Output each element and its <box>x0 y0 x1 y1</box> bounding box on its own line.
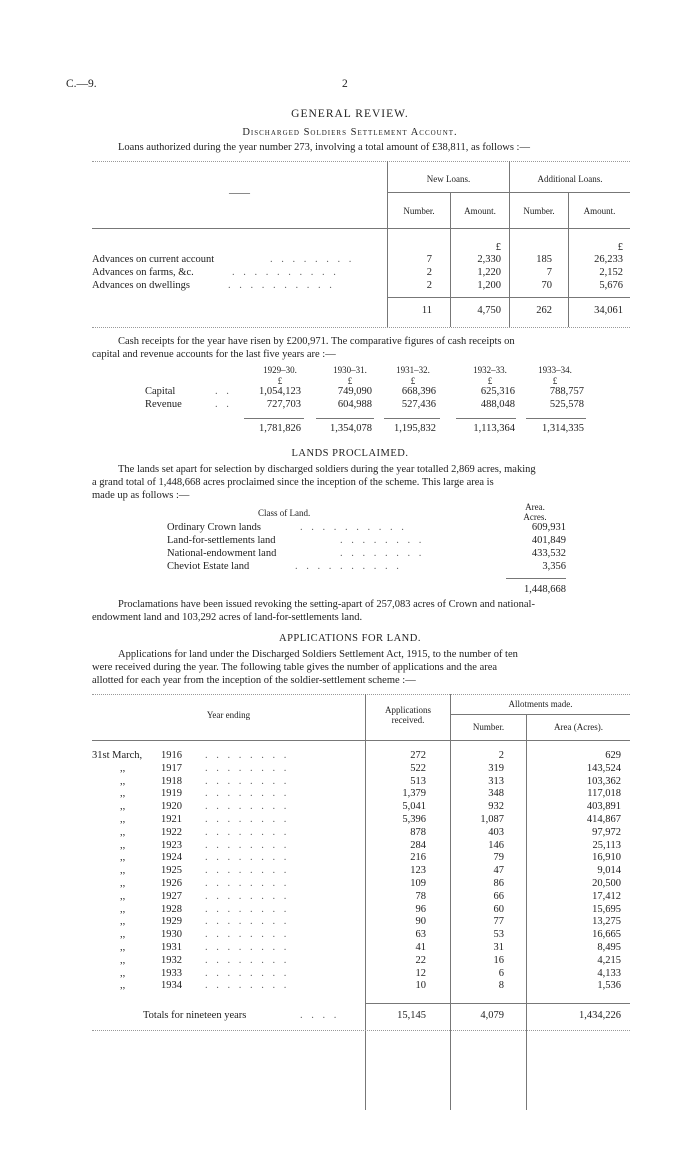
row-label: Advances on farms, &c. <box>92 267 194 278</box>
page-number: 2 <box>342 78 348 90</box>
header-area: Area (Acres). <box>554 722 603 732</box>
cell-applications: 5,041 <box>402 801 426 813</box>
ditto-mark: ,, <box>120 826 126 838</box>
ditto-mark: ,, <box>120 929 126 941</box>
currency-mark: £ <box>495 242 501 253</box>
cell-area: 117,018 <box>587 788 621 800</box>
cell-applications: 513 <box>410 775 426 787</box>
ditto-mark: ,, <box>120 839 126 851</box>
leader-dots: . . . . . . . . . . <box>228 280 335 291</box>
row-year: 1931 <box>161 942 182 953</box>
cell-number: 2 <box>498 750 504 761</box>
cell-value: 788,757 <box>549 386 584 397</box>
row-year: 1921 <box>161 814 182 825</box>
cell-applications: 90 <box>415 916 426 928</box>
applications-intro-cont: allotted for each year from the inception of the soldier-settlement scheme :— <box>92 675 416 686</box>
cell-area: 4,133 <box>597 967 621 979</box>
ditto-mark: ,, <box>120 903 126 915</box>
table-row: ,, 1929 90 77 13,275 . . . . . . . . <box>120 916 621 928</box>
row-label: Advances on dwellings <box>92 280 190 291</box>
header-number: Number. <box>472 722 505 732</box>
currency-mark: £ <box>347 376 353 386</box>
currency-mark: £ <box>410 376 416 386</box>
lands-intro-cont: a grand total of 1,448,668 acres proclaimed since the inception of the scheme. This large area is <box>92 477 494 488</box>
cell-area: 629 <box>605 750 621 761</box>
table-row: Ordinary Crown lands . . . . . . . . . . 609,931 <box>167 522 566 533</box>
cell-value: 525,578 <box>549 399 584 410</box>
row-year: 1930 <box>161 929 182 941</box>
cell-add-amount: 26,233 <box>594 254 623 265</box>
document-code: C.—9. <box>66 78 97 90</box>
applications-intro-cont: were received during the year. The following table gives the number of applications and the area <box>92 662 498 673</box>
table-row: Cheviot Estate land . . . . . . . . . . 3,356 <box>167 561 566 572</box>
stub-dash: —— <box>229 188 250 199</box>
cell-number: 1,087 <box>480 814 504 825</box>
cell-number: 6 <box>498 967 504 979</box>
cell-new-amount: 1,200 <box>477 280 501 291</box>
header-new-loans: New Loans. <box>426 174 471 184</box>
row-label: Advances on current account <box>92 254 215 265</box>
row-value: 3,356 <box>542 561 566 572</box>
total-area: 1,434,226 <box>579 1010 621 1021</box>
proclamations-text: Proclamations have been issued revoking the setting-apart of 257,083 acres of Crown and national- <box>118 599 535 610</box>
cell-area: 16,910 <box>592 852 621 864</box>
totals-row: Totals for nineteen years . . . . 15,145 4,079 1,434,226 <box>143 1010 621 1021</box>
row-label: Ordinary Crown lands <box>167 522 261 533</box>
header-number: Number. <box>523 206 555 216</box>
cell-area: 16,665 <box>592 929 621 941</box>
cell-applications: 272 <box>410 750 426 761</box>
cell-add-amount: 2,152 <box>599 267 623 278</box>
section-heading: APPLICATIONS FOR LAND. <box>279 633 421 644</box>
cell-area: 20,500 <box>592 878 621 889</box>
total-applications: 15,145 <box>397 1010 426 1021</box>
section-heading: LANDS PROCLAIMED. <box>291 448 409 459</box>
cash-intro: Cash receipts for the year have risen by £200,971. The comparative figures of cash receipts on <box>118 336 515 347</box>
loans-intro: Loans authorized during the year number 273, involving a total amount of £38,811, as follows :— <box>118 142 530 153</box>
row-year: 1934 <box>161 980 182 992</box>
totals-row <box>0 584 700 596</box>
cell-area: 97,972 <box>592 826 621 838</box>
row-year: 1926 <box>161 878 182 889</box>
proclamations-text-cont: endowment land and 103,292 acres of land-for-settlements land. <box>92 612 363 623</box>
cell-applications: 41 <box>415 942 426 953</box>
cell-area: 414,867 <box>586 814 621 825</box>
cell-number: 8 <box>498 980 504 992</box>
table-row: ,, 1921 5,396 1,087 414,867 . . . . . . . . <box>120 814 621 825</box>
row-year: 1924 <box>161 852 182 864</box>
cell-number: 932 <box>488 801 504 813</box>
total-value: 1,314,335 <box>542 423 584 434</box>
table-row: Land-for-settlements land . . . . . . . . 401,849 <box>167 535 566 546</box>
cell-applications: 123 <box>410 865 426 877</box>
cell-number: 146 <box>488 839 504 851</box>
table-row: ,, 1927 78 66 17,412 . . . . . . . . <box>120 890 621 902</box>
cell-number: 16 <box>493 954 504 966</box>
cash-intro-cont: capital and revenue accounts for the last five years are :— <box>92 349 336 360</box>
cell-new-number: 7 <box>426 254 432 265</box>
table-row: ,, 1931 41 31 8,495 . . . . . . . . <box>120 942 621 953</box>
year-header: 1933–34. <box>538 365 572 375</box>
cell-applications: 96 <box>415 903 426 915</box>
total-value: 1,448,668 <box>524 584 566 595</box>
header-class: Class of Land. <box>258 508 311 518</box>
header-number: Number. <box>403 206 435 216</box>
row-prefix: 31st March, <box>92 750 143 761</box>
row-year: 1923 <box>161 839 182 851</box>
ditto-mark: ,, <box>120 954 126 966</box>
table-row: ,, 1932 22 16 4,215 . . . . . . . . <box>120 954 621 966</box>
table-row <box>0 267 700 279</box>
cell-applications: 216 <box>410 852 426 864</box>
table-row: ,, 1924 216 79 16,910 . . . . . . . . <box>120 852 621 864</box>
table-row: ,, 1926 109 86 20,500 . . . . . . . . <box>120 878 621 889</box>
lands-intro-cont: made up as follows :— <box>92 490 190 501</box>
ditto-mark: ,, <box>120 762 126 774</box>
ditto-mark: ,, <box>120 878 126 889</box>
header-amount: Amount. <box>583 206 616 216</box>
cell-applications: 522 <box>410 762 426 774</box>
ditto-mark: ,, <box>120 865 126 877</box>
cell-applications: 10 <box>415 980 426 992</box>
table-row <box>0 280 700 292</box>
row-year: 1929 <box>161 916 182 928</box>
ditto-mark: ,, <box>120 801 126 813</box>
total-number: 4,079 <box>480 1010 504 1021</box>
table-row: National-endowment land . . . . . . . . 433,532 <box>167 548 566 559</box>
cell-number: 319 <box>488 762 504 774</box>
total-new-amount: 4,750 <box>477 305 501 316</box>
row-value: 609,931 <box>531 522 566 533</box>
cell-value: 488,048 <box>480 399 515 410</box>
ditto-mark: ,, <box>120 775 126 787</box>
totals-row <box>0 423 700 435</box>
cell-value: 1,054,123 <box>259 386 301 397</box>
year-header: 1929–30. <box>263 365 297 375</box>
table-row: ,, 1919 1,379 348 117,018 . . . . . . . . <box>120 788 621 800</box>
cell-number: 47 <box>493 865 504 877</box>
year-header: 1932–33. <box>473 365 507 375</box>
cell-number: 31 <box>493 942 504 953</box>
table-row: ,, 1928 96 60 15,695 . . . . . . . . <box>120 903 621 915</box>
table-row: ,, 1920 5,041 932 403,891 . . . . . . . . <box>120 801 621 813</box>
row-year: 1933 <box>161 967 182 979</box>
cell-value: 668,396 <box>401 386 436 397</box>
cell-area: 15,695 <box>592 903 621 915</box>
row-value: 433,532 <box>531 548 566 559</box>
total-add-amount: 34,061 <box>594 305 623 316</box>
cell-number: 66 <box>493 890 504 902</box>
table-row: 31st March, 1916 272 2 629 . . . . . . . . <box>92 750 621 761</box>
total-value: 1,354,078 <box>330 423 372 434</box>
cell-add-number: 70 <box>541 280 552 291</box>
leader-dots: . . . . . . . . <box>270 254 355 265</box>
cell-applications: 63 <box>415 929 426 941</box>
row-value: 401,849 <box>531 535 566 546</box>
cell-new-number: 2 <box>426 280 432 291</box>
row-label: Land-for-settlements land <box>167 535 276 546</box>
cell-area: 103,362 <box>586 775 621 787</box>
total-add-number: 262 <box>536 305 552 316</box>
cell-area: 1,536 <box>597 980 621 992</box>
header-allotments: Allotments made. <box>508 699 573 709</box>
row-year: 1919 <box>161 788 182 800</box>
cell-applications: 78 <box>415 890 426 902</box>
row-label: Cheviot Estate land <box>167 561 250 572</box>
cell-value: 527,436 <box>401 399 436 410</box>
cell-applications: 22 <box>415 954 426 966</box>
totals-label: Totals for nineteen years <box>143 1010 247 1021</box>
cell-applications: 109 <box>410 878 426 889</box>
row-year: 1917 <box>161 762 182 774</box>
cell-applications: 5,396 <box>402 814 426 825</box>
lands-intro: The lands set apart for selection by discharged soldiers during the year totalled 2,869 acres, making <box>118 464 536 475</box>
ditto-mark: ,, <box>120 814 126 825</box>
row-label: National-endowment land <box>167 548 277 559</box>
cell-number: 77 <box>493 916 504 928</box>
cell-applications: 1,379 <box>402 788 426 800</box>
total-new-number: 11 <box>421 305 432 316</box>
page-title: GENERAL REVIEW. <box>291 108 409 120</box>
row-year: 1932 <box>161 954 182 966</box>
header-year-ending: Year ending <box>206 710 251 720</box>
row-year: 1918 <box>161 775 182 787</box>
table-row: ,, 1930 63 53 16,665 . . . . . . . . <box>120 929 621 941</box>
row-year: 1925 <box>161 865 182 877</box>
cell-number: 53 <box>493 929 504 941</box>
cell-applications: 12 <box>415 967 426 979</box>
header-applications: Applications <box>385 705 431 715</box>
row-label: Capital <box>145 386 176 397</box>
row-year: 1928 <box>161 903 182 915</box>
currency-mark: £ <box>617 242 623 253</box>
total-value: 1,113,364 <box>473 423 515 434</box>
cell-number: 79 <box>493 852 504 864</box>
header-applications-received: received. <box>391 715 425 725</box>
table-row: ,, 1925 123 47 9,014 . . . . . . . . <box>120 865 621 877</box>
currency-mark: £ <box>277 376 283 386</box>
ditto-mark: ,, <box>120 967 126 979</box>
cell-number: 313 <box>488 775 504 787</box>
cell-area: 4,215 <box>597 954 621 966</box>
row-label: Revenue <box>145 399 182 410</box>
cell-value: 604,988 <box>337 399 372 410</box>
currency-mark: £ <box>552 376 558 386</box>
header-additional-loans: Additional Loans. <box>537 174 603 184</box>
cell-area: 403,891 <box>586 801 621 813</box>
cell-value: 727,703 <box>266 399 301 410</box>
ditto-mark: ,, <box>120 916 126 928</box>
cell-value: 625,316 <box>480 386 515 397</box>
cell-add-number: 7 <box>546 267 552 278</box>
ditto-mark: ,, <box>120 942 126 953</box>
cell-number: 60 <box>493 903 504 915</box>
cell-value: 749,090 <box>337 386 372 397</box>
row-year: 1920 <box>161 801 182 813</box>
cell-area: 9,014 <box>597 865 621 877</box>
total-value: 1,781,826 <box>259 423 301 434</box>
section-subtitle: Discharged Soldiers Settlement Account. <box>242 127 458 138</box>
table-row: ,, 1933 12 6 4,133 . . . . . . . . <box>120 967 621 979</box>
total-value: 1,195,832 <box>394 423 436 434</box>
cell-applications: 878 <box>410 826 426 838</box>
header-amount: Amount. <box>464 206 496 216</box>
row-year: 1927 <box>161 890 182 902</box>
cell-area: 143,524 <box>586 762 621 774</box>
cell-new-number: 2 <box>426 267 432 278</box>
leader-dots: . . . . . . . . . . <box>232 267 339 278</box>
ditto-mark: ,, <box>120 788 126 800</box>
cell-number: 86 <box>493 878 504 889</box>
row-year: 1922 <box>161 826 182 838</box>
table-row: Revenue . . 727,703 604,988 527,436 488,048 525,578 <box>145 399 584 410</box>
table-row: ,, 1923 284 146 25,113 . . . . . . . . <box>120 839 621 851</box>
cell-number: 348 <box>488 788 504 800</box>
table-row <box>0 254 700 266</box>
table-row: ,, 1917 522 319 143,524 . . . . . . . . <box>120 762 621 774</box>
cell-add-number: 185 <box>536 254 552 265</box>
row-year: 1916 <box>161 750 182 761</box>
table-row: ,, 1918 513 313 103,362 . . . . . . . . <box>120 775 621 787</box>
cell-applications: 284 <box>410 839 426 851</box>
cell-number: 403 <box>488 826 504 838</box>
table-row: ,, 1922 878 403 97,972 . . . . . . . . <box>120 826 621 838</box>
cell-area: 17,412 <box>592 890 621 902</box>
year-header: 1930–31. <box>333 365 367 375</box>
applications-intro: Applications for land under the Discharged Soldiers Settlement Act, 1915, to the number of ten <box>118 649 518 660</box>
cell-area: 13,275 <box>592 916 621 928</box>
currency-mark: £ <box>487 376 493 386</box>
totals-row <box>0 305 700 317</box>
cell-area: 8,495 <box>597 942 621 953</box>
ditto-mark: ,, <box>120 890 126 902</box>
table-row: Capital . . 1,054,123 749,090 668,396 625,316 788,757 <box>145 386 584 397</box>
table-row: ,, 1934 10 8 1,536 . . . . . . . . <box>120 980 621 992</box>
year-header: 1931–32. <box>396 365 430 375</box>
ditto-mark: ,, <box>120 980 126 992</box>
header-area: Area. <box>525 502 545 512</box>
cell-new-amount: 2,330 <box>477 254 501 265</box>
cell-new-amount: 1,220 <box>477 267 501 278</box>
cell-add-amount: 5,676 <box>599 280 623 291</box>
ditto-mark: ,, <box>120 852 126 864</box>
cell-area: 25,113 <box>592 839 621 851</box>
header-unit: Acres. <box>523 512 547 522</box>
